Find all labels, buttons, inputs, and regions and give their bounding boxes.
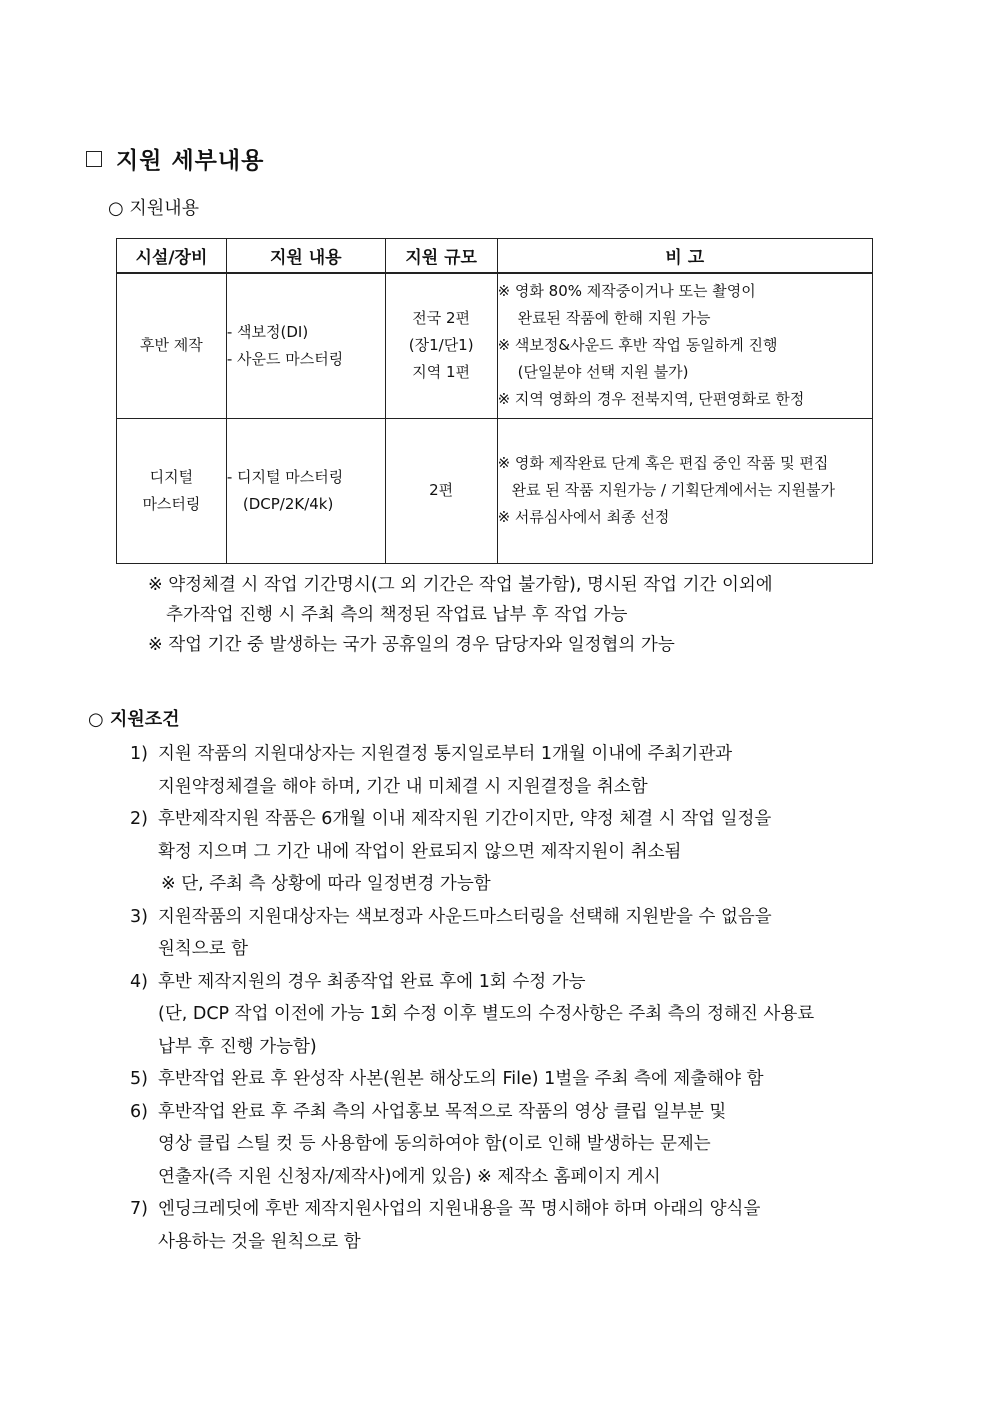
list-item: 6) 후반작업 완료 후 주최 측의 사업홍보 목적으로 작품의 영상 클립 일부분 및 영상 클립 스틸 컷 등 사용함에 동의하여야 함(이로 인해 발생하는 문제는 연출자(즉 지원 신청자/제작사)에게 있음) ※ 제작소 홈페이지 게시 — [130, 1101, 727, 1187]
list-item: 5) 후반작업 완료 후 완성작 사본(원본 해상도의 File) 1벌을 주최 측에 제출해야 함 — [130, 1069, 764, 1089]
checkbox-icon — [86, 151, 102, 167]
header-remarks: 비 고 — [497, 239, 872, 274]
scale-cell: 전국 2편 (장1/단1) 지역 1편 — [385, 273, 497, 418]
table-row — [117, 418, 873, 563]
table-header-row — [117, 239, 873, 274]
conditions-heading: ○ 지원조건 — [88, 709, 180, 730]
section-title-text: 지원 세부내용 — [116, 148, 265, 174]
list-item: 2) 후반제작지원 작품은 6개월 이내 제작지원 기간이지만, 약정 체결 시 작업 일정을 확정 지으며 그 기간 내에 작업이 완료되지 않으면 제작지원이 취소됨 ※ 단, 주최 측 상황에 따라 일정변경 가능함 — [130, 809, 772, 894]
header-scale: 지원 규모 — [385, 239, 497, 274]
sub-heading-content: ○ 지원내용 — [108, 198, 199, 219]
list-item: 1) 지원 작품의 지원대상자는 지원결정 통지일로부터 1개월 이내에 주최기관과 지원약정체결을 해야 하며, 기간 내 미체결 시 지원결정을 취소함 — [130, 744, 733, 797]
header-content: 지원 내용 — [226, 239, 385, 274]
note-line: ※ 작업 기간 중 발생하는 국가 공휴일의 경우 담당자와 일정협의 가능 — [148, 635, 675, 655]
list-item: 4) 후반 제작지원의 경우 최종작업 완료 후에 1회 수정 가능 (단, DCP 작업 이전에 가능 1회 수정 이후 별도의 수정사항은 주최 측의 정해진 사용료 납부 후 진행 가능함) — [130, 971, 815, 1057]
facility-cell: 디지털 마스터링 — [117, 418, 227, 563]
content-cell: - 디지털 마스터링 (DCP/2K/4k) — [226, 418, 385, 563]
list-item: 3) 지원작품의 지원대상자는 색보정과 사운드마스터링을 선택해 지원받을 수 없음을 원칙으로 함 — [130, 906, 772, 959]
support-table — [116, 238, 873, 564]
note-line: 추가작업 진행 시 주최 측의 책정된 작업료 납부 후 작업 가능 — [166, 605, 628, 625]
note-line: ※ 약정체결 시 작업 기간명시(그 외 기간은 작업 불가함), 명시된 작업 기간 이외에 — [148, 575, 773, 595]
facility-cell: 후반 제작 — [117, 273, 227, 418]
header-facility: 시설/장비 — [117, 239, 227, 274]
table-notes — [148, 570, 928, 660]
table-row — [117, 273, 873, 418]
remarks-cell: ※ 영화 제작완료 단계 혹은 편집 중인 작품 및 편집 완료 된 작품 지원가능 / 기획단계에서는 지원불가 ※ 서류심사에서 최종 선정 — [497, 418, 872, 563]
scale-cell: 2편 — [385, 418, 497, 563]
conditions-list — [130, 738, 930, 1258]
section-title — [86, 142, 264, 175]
content-cell: - 색보정(DI) - 사운드 마스터링 — [226, 273, 385, 418]
remarks-cell: ※ 영화 80% 제작중이거나 또는 촬영이 완료된 작품에 한해 지원 가능 ※ 색보정&사운드 후반 작업 동일하게 진행 (단일분야 선택 지원 불가) ※ 지역 영화의 경우 전북지역, 단편영화로 한정 — [497, 273, 872, 418]
list-item: 7) 엔딩크레딧에 후반 제작지원사업의 지원내용을 꼭 명시해야 하며 아래의 양식을 사용하는 것을 원칙으로 함 — [130, 1199, 761, 1252]
